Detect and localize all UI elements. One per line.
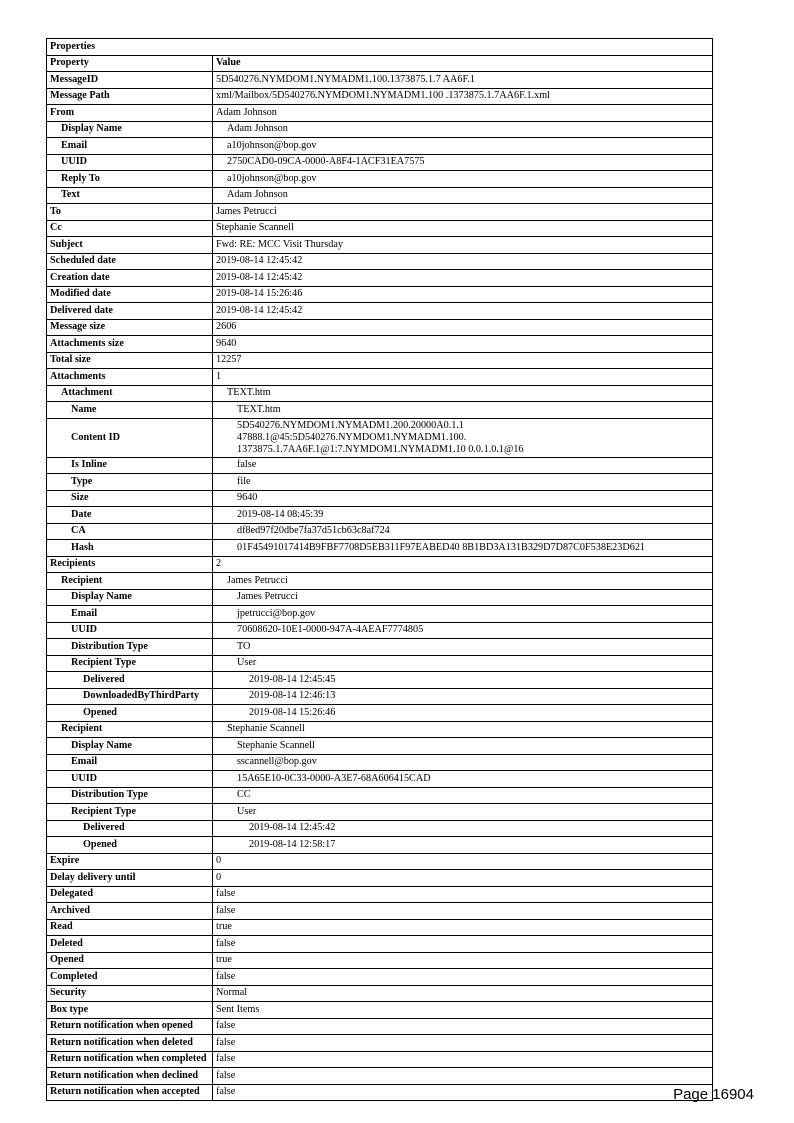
property-value: false	[213, 1035, 713, 1052]
property-value: User	[213, 655, 713, 672]
table-row	[47, 820, 713, 837]
property-value: 2019-08-14 12:45:42	[213, 303, 713, 320]
property-name: UUID	[47, 771, 213, 788]
property-name: Reply To	[47, 171, 213, 188]
table-row	[47, 919, 713, 936]
property-value: false	[213, 1068, 713, 1085]
property-value: a10johnson@bop.gov	[213, 138, 713, 155]
property-value: sscannell@bop.gov	[213, 754, 713, 771]
property-name: UUID	[47, 622, 213, 639]
property-value: df8ed97f20dbe7fa37d51cb63c8af724	[213, 523, 713, 540]
table-row	[47, 171, 713, 188]
property-name: Recipients	[47, 556, 213, 573]
table-header-row	[47, 55, 713, 72]
table-row	[47, 402, 713, 419]
table-row	[47, 457, 713, 474]
property-name: Recipient Type	[47, 655, 213, 672]
property-name: Name	[47, 402, 213, 419]
property-name: Hash	[47, 540, 213, 557]
property-name: Box type	[47, 1002, 213, 1019]
property-value: 9640	[213, 336, 713, 353]
table-row	[47, 336, 713, 353]
property-name: Date	[47, 507, 213, 524]
property-name: Return notification when accepted	[47, 1084, 213, 1101]
property-name: Size	[47, 490, 213, 507]
property-name: Read	[47, 919, 213, 936]
property-name: Display Name	[47, 121, 213, 138]
property-name: Return notification when completed	[47, 1051, 213, 1068]
table-row	[47, 540, 713, 557]
property-value	[213, 418, 713, 457]
property-value: User	[213, 804, 713, 821]
table-row	[47, 672, 713, 689]
table-row	[47, 688, 713, 705]
table-row	[47, 853, 713, 870]
property-name: Type	[47, 474, 213, 491]
property-value: 15A65E10-0C33-0000-A3E7-68A606415CAD	[213, 771, 713, 788]
property-name: Delivered	[47, 672, 213, 689]
table-row	[47, 936, 713, 953]
property-name: Return notification when deleted	[47, 1035, 213, 1052]
property-value: false	[213, 457, 713, 474]
property-value: 2606	[213, 319, 713, 336]
table-row	[47, 369, 713, 386]
table-row	[47, 1002, 713, 1019]
property-name: Archived	[47, 903, 213, 920]
property-name: To	[47, 204, 213, 221]
property-name: Completed	[47, 969, 213, 986]
property-value: a10johnson@bop.gov	[213, 171, 713, 188]
table-row	[47, 738, 713, 755]
property-name: Distribution Type	[47, 639, 213, 656]
table-row	[47, 870, 713, 887]
property-name: Delegated	[47, 886, 213, 903]
property-value: false	[213, 903, 713, 920]
property-name: Creation date	[47, 270, 213, 287]
property-value: true	[213, 952, 713, 969]
property-value: xml/Mailbox/5D540276.NYMDOM1.NYMADM1.100 .1373875.1.7AA6F.1.xml	[213, 88, 713, 105]
property-value: false	[213, 969, 713, 986]
table-row	[47, 804, 713, 821]
property-name: Expire	[47, 853, 213, 870]
page-number: Page 16904	[673, 1086, 754, 1103]
table-row	[47, 1018, 713, 1035]
table-row	[47, 474, 713, 491]
property-value: TO	[213, 639, 713, 656]
property-name: Message Path	[47, 88, 213, 105]
property-value: Adam Johnson	[213, 121, 713, 138]
table-row	[47, 154, 713, 171]
property-name: From	[47, 105, 213, 122]
property-name: Content ID	[47, 418, 213, 457]
table-row	[47, 270, 713, 287]
property-value: Fwd: RE: MCC Visit Thursday	[213, 237, 713, 254]
table-row	[47, 589, 713, 606]
table-row	[47, 220, 713, 237]
table-row	[47, 787, 713, 804]
property-name: Is Inline	[47, 457, 213, 474]
property-name: Email	[47, 754, 213, 771]
table-row	[47, 969, 713, 986]
property-name: Security	[47, 985, 213, 1002]
property-value: CC	[213, 787, 713, 804]
property-value: false	[213, 886, 713, 903]
table-row	[47, 418, 713, 457]
property-name: Return notification when opened	[47, 1018, 213, 1035]
table-row	[47, 490, 713, 507]
table-row	[47, 721, 713, 738]
table-row	[47, 837, 713, 854]
table-row	[47, 204, 713, 221]
table-row	[47, 1051, 713, 1068]
table-row	[47, 385, 713, 402]
table-row	[47, 606, 713, 623]
table-row	[47, 705, 713, 722]
property-value: 2019-08-14 15:26:46	[213, 286, 713, 303]
property-value: TEXT.htm	[213, 402, 713, 419]
property-value: Adam Johnson	[213, 105, 713, 122]
property-name: Opened	[47, 952, 213, 969]
table-row	[47, 253, 713, 270]
property-value: 9640	[213, 490, 713, 507]
property-name: Return notification when declined	[47, 1068, 213, 1085]
property-name: DownloadedByThirdParty	[47, 688, 213, 705]
table-row	[47, 903, 713, 920]
property-value: James Petrucci	[213, 573, 713, 590]
property-value: false	[213, 1051, 713, 1068]
table-row	[47, 88, 713, 105]
property-value: 2019-08-14 12:58:17	[213, 837, 713, 854]
property-value: 01F45491017414B9FBF7708D5EB311F97EABED40 8B1BD3A131B329D7D87C0F538E23D621	[213, 540, 713, 557]
property-name: UUID	[47, 154, 213, 171]
property-value: 2750CAD0-09CA-0000-A8F4-1ACF31EA7575	[213, 154, 713, 171]
property-name: Attachments	[47, 369, 213, 386]
property-value: true	[213, 919, 713, 936]
property-name: Display Name	[47, 589, 213, 606]
property-value: James Petrucci	[213, 589, 713, 606]
property-value: TEXT.htm	[213, 385, 713, 402]
property-name: Recipient	[47, 721, 213, 738]
property-value: Stephanie Scannell	[213, 721, 713, 738]
table-row	[47, 237, 713, 254]
table-row	[47, 286, 713, 303]
property-name: Scheduled date	[47, 253, 213, 270]
header-value: Value	[213, 55, 713, 72]
property-value: 0	[213, 853, 713, 870]
property-value: 2019-08-14 15:26:46	[213, 705, 713, 722]
property-value: 1	[213, 369, 713, 386]
table-row	[47, 771, 713, 788]
table-row	[47, 507, 713, 524]
property-value-line: 47888.1@45:5D540276.NYMDOM1.NYMADM1.100.	[237, 431, 467, 443]
property-value: 2019-08-14 12:45:42	[213, 820, 713, 837]
property-name: Deleted	[47, 936, 213, 953]
property-value: 5D540276.NYMDOM1.NYMADM1.100.1373875.1.7 AA6F.1	[213, 72, 713, 89]
property-name: Message size	[47, 319, 213, 336]
property-value: 2019-08-14 12:45:42	[213, 270, 713, 287]
table-title: Properties	[47, 39, 713, 56]
table-row	[47, 303, 713, 320]
table-row	[47, 754, 713, 771]
property-value-line: 5D540276.NYMDOM1.NYMADM1.200.20000A0.1.1	[237, 419, 464, 431]
property-value: 2019-08-14 12:45:45	[213, 672, 713, 689]
table-row	[47, 1035, 713, 1052]
property-name: Email	[47, 606, 213, 623]
property-value: Sent Items	[213, 1002, 713, 1019]
table-row	[47, 573, 713, 590]
property-name: Distribution Type	[47, 787, 213, 804]
property-name: Text	[47, 187, 213, 204]
property-name: Delivered date	[47, 303, 213, 320]
property-value: 12257	[213, 352, 713, 369]
table-row	[47, 105, 713, 122]
property-name: Modified date	[47, 286, 213, 303]
table-row	[47, 556, 713, 573]
property-value: jpetrucci@bop.gov	[213, 606, 713, 623]
property-value: false	[213, 936, 713, 953]
table-row	[47, 655, 713, 672]
property-name: MessageID	[47, 72, 213, 89]
table-row	[47, 523, 713, 540]
property-value: file	[213, 474, 713, 491]
property-name: Attachments size	[47, 336, 213, 353]
property-name: Opened	[47, 705, 213, 722]
property-value: Adam Johnson	[213, 187, 713, 204]
property-value: Stephanie Scannell	[213, 738, 713, 755]
property-value: false	[213, 1084, 713, 1101]
property-name: Subject	[47, 237, 213, 254]
property-value: 2019-08-14 12:45:42	[213, 253, 713, 270]
property-name: Recipient Type	[47, 804, 213, 821]
table-row	[47, 352, 713, 369]
property-name: Delivered	[47, 820, 213, 837]
table-row	[47, 187, 713, 204]
property-value: 2	[213, 556, 713, 573]
property-name: Display Name	[47, 738, 213, 755]
properties-table	[46, 38, 713, 1101]
table-row	[47, 622, 713, 639]
property-value: James Petrucci	[213, 204, 713, 221]
property-value: Stephanie Scannell	[213, 220, 713, 237]
property-name: Email	[47, 138, 213, 155]
property-value: Normal	[213, 985, 713, 1002]
table-row	[47, 639, 713, 656]
table-title-row	[47, 39, 713, 56]
table-row	[47, 72, 713, 89]
property-value: 0	[213, 870, 713, 887]
table-row	[47, 1084, 713, 1101]
property-value: 2019-08-14 08:45:39	[213, 507, 713, 524]
property-name: Cc	[47, 220, 213, 237]
property-name: Opened	[47, 837, 213, 854]
table-row	[47, 121, 713, 138]
property-value: 2019-08-14 12:46:13	[213, 688, 713, 705]
header-property: Property	[47, 55, 213, 72]
property-value-line: 1373875.1.7AA6F.1@1:7.NYMDOM1.NYMADM1.10 0.0.1.0.1@16	[237, 443, 524, 455]
table-row	[47, 952, 713, 969]
property-name: Total size	[47, 352, 213, 369]
property-name: Delay delivery until	[47, 870, 213, 887]
property-value: false	[213, 1018, 713, 1035]
table-row	[47, 1068, 713, 1085]
property-name: Recipient	[47, 573, 213, 590]
table-row	[47, 138, 713, 155]
table-row	[47, 886, 713, 903]
property-name: CA	[47, 523, 213, 540]
property-name: Attachment	[47, 385, 213, 402]
table-row	[47, 319, 713, 336]
property-value: 70608620-10E1-0000-947A-4AEAF7774805	[213, 622, 713, 639]
table-row	[47, 985, 713, 1002]
